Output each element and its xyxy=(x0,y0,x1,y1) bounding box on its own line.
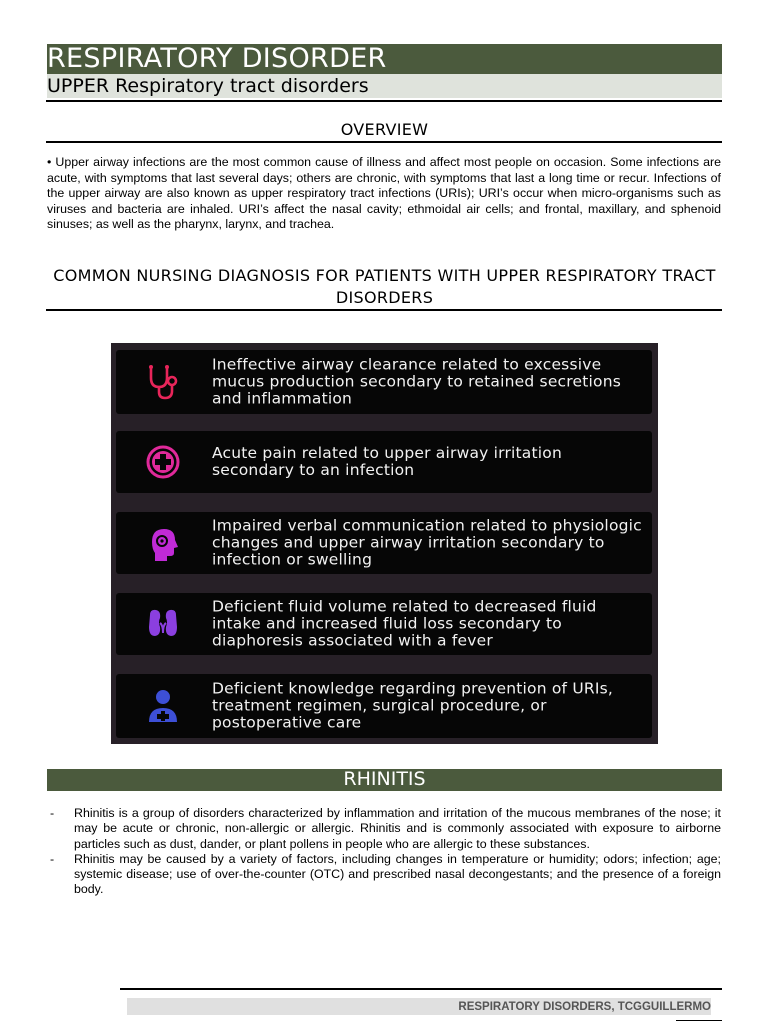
document-subtitle: UPPER Respiratory tract disorders xyxy=(47,75,369,97)
diagnosis-text: Deficient knowledge regarding prevention of URIs, treatment regimen, surgical procedure, or postoperative care xyxy=(212,679,614,732)
bullet-text: Rhinitis may be caused by a variety of factors, including changes in temperature or humidity; odors; infection; age; systemic disease; use of over-the-counter (OTC) and prescribed nasal decongestants; and the presence of a foreign body. xyxy=(74,851,721,897)
footer-text: RESPIRATORY DISORDERS, TCGGUILLERMO xyxy=(458,1001,711,1013)
bullet-marker: - xyxy=(50,851,55,866)
nursing-diagnosis-infographic xyxy=(111,343,658,744)
head-gears-icon xyxy=(142,522,184,564)
rhinitis-heading: RHINITIS xyxy=(343,768,426,790)
diagnosis-text: Impaired verbal communication related to physiologic changes and upper airway irritation secondary to infection or swelling xyxy=(212,516,642,569)
diagnosis-text: Acute pain related to upper airway irritation secondary to an infection xyxy=(212,444,562,479)
diagnosis-card-communication xyxy=(116,512,652,574)
list-item xyxy=(47,806,721,852)
nursing-diagnosis-heading: COMMON NURSING DIAGNOSIS FOR PATIENTS WITH UPPER RESPIRATORY TRACT DISORDERS xyxy=(53,266,716,307)
overview-paragraph: • Upper airway infections are the most common cause of illness and affect most people on occasion. Some infections are acute, with symptoms that last several days; others are chronic, with symptoms that last a long time or recur. Infections of the upper airway are also known as upper respiratory tract infections (URIs); URI’s occur when micro-organisms such as viruses and bacteria are inhaled. URI’s affect the nasal cavity; ethmoidal air cells; and frontal, maxillary, and sphenoid sinuses; as well as the pharynx, larynx, and trachea. xyxy=(47,155,721,232)
bullet-text: Rhinitis is a group of disorders characterized by inflammation and irritation of the mucous membranes of the nose; it may be acute or chronic, non-allergic or allergic. Rhinitis and is commonly associated with exposure to airborne particles such as dust, dander, or plant pollens in people who are allergic to these substances. xyxy=(74,806,721,851)
diagnosis-card-knowledge xyxy=(116,674,652,738)
diagnosis-text: Ineffective airway clearance related to excessive mucus production secondary to retained secretions and inflammation xyxy=(212,355,622,408)
nursing-diagnosis-divider xyxy=(46,309,722,311)
diagnosis-card-fluid xyxy=(116,593,652,655)
footer-page-line xyxy=(676,1020,722,1021)
rhinitis-bullet-list xyxy=(47,806,721,898)
medical-cross-icon xyxy=(142,441,184,483)
stethoscope-icon xyxy=(142,361,184,403)
footer-divider xyxy=(120,988,722,990)
diagnosis-card-pain xyxy=(116,431,652,493)
doctor-icon xyxy=(142,685,184,727)
diagnosis-card-airway xyxy=(116,350,652,414)
bullet-marker: - xyxy=(50,806,55,820)
list-item xyxy=(47,852,721,898)
document-title: RESPIRATORY DISORDER xyxy=(47,43,387,74)
overview-heading: OVERVIEW xyxy=(340,120,429,139)
header-divider xyxy=(46,100,722,102)
overview-divider xyxy=(46,141,722,143)
kidneys-icon xyxy=(142,603,184,645)
diagnosis-text: Deficient fluid volume related to decreased fluid intake and increased fluid loss secondary to diaphoresis associated with a fever xyxy=(212,597,597,650)
